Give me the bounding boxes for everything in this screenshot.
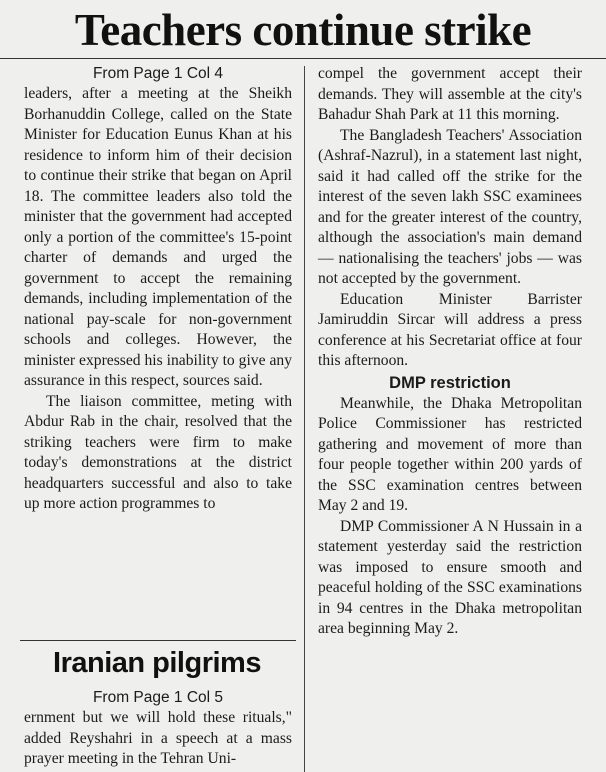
left-paragraph-1: leaders, after a meeting at the Sheikh Borhanuddin College, called on the State Minister for Education Eunus Khan at his residence to inform him of their decision to continue their strike that began on April 18. The committee leaders also told the minister that the government had accepted only a portion of the committee's 15-point charter of demands and urged the government to accept the remaining demands, including implementation of the national pay-scale for non-government schools and colleges. However, the minister expressed his inability to give any assurance in this respect, sources said. [24, 85, 292, 389]
second-jump-line: From Page 1 Col 5 [92, 689, 224, 706]
right-paragraph-3: Education Minister Barrister Jamiruddin Sircar will address a press conference at his Secretariat office at four this afternoon. [318, 290, 582, 369]
main-headline: Teachers continue strike [74, 5, 532, 55]
second-story-rule [20, 640, 296, 641]
left-column [24, 64, 292, 515]
second-story-body: ernment but we will hold these rituals," added Reyshahri in a speech at a mass prayer meeting in the Tehran Uni- [24, 709, 292, 767]
column-divider [304, 66, 305, 772]
headline-rule [0, 58, 606, 59]
right-column [318, 64, 582, 640]
right-paragraph-2: The Bangladesh Teachers' Association (Ashraf-Nazrul), in a statement last night, said it had called off the strike for the interest of the seven lakh SSC examinees and for the greater interest of the country, although the association's main demand — nationalising the teachers' jobs — was not accepted by the government. [318, 126, 582, 287]
right-paragraph-1: compel the government accept their demands. They will assemble at the city's Bahadur Shah Park at 11 this morning. [318, 65, 582, 123]
left-paragraph-2: The liaison committee, meting with Abdur Rab in the chair, resolved that the striking teachers were firm to make today's demonstrations at the district headquarters successful and also to take up more action programmes to [24, 392, 292, 512]
second-headline: Iranian pilgrims [53, 647, 261, 679]
right-paragraph-5: DMP Commissioner A N Hussain in a statement yesterday said the restriction was imposed to ensure smooth and peaceful holding of the SSC examinations in 94 centres in the Dhaka metropolitan area beginning May 2. [318, 517, 582, 637]
dmp-subhead: DMP restriction [389, 373, 511, 392]
main-jump-line: From Page 1 Col 4 [92, 65, 224, 82]
right-paragraph-4: Meanwhile, the Dhaka Metropolitan Police Commissioner has restricted gathering and movement of more than four people together within 200 yards of the SSC examination centres between May 2 and 19. [318, 394, 582, 514]
